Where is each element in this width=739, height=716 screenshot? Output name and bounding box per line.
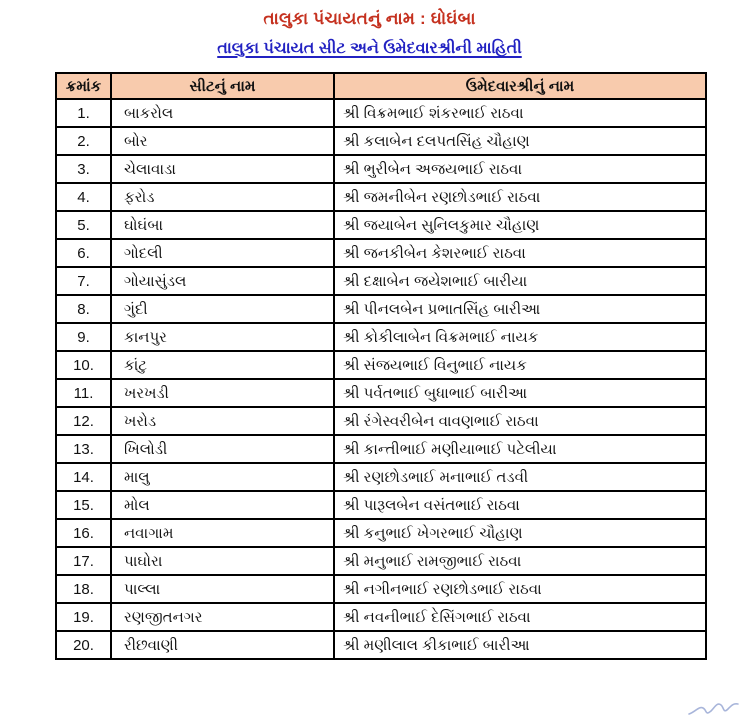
seat-name-cell: ખિલોડી [111, 435, 334, 463]
table-row [56, 183, 706, 211]
serial-cell: 16. [56, 519, 111, 547]
candidate-name-cell: શ્રી જનકીબેન કેશરભાઈ રાઠવા [334, 239, 706, 267]
candidate-name-cell: શ્રી મનુભાઈ રામજીભાઈ રાઠવા [334, 547, 706, 575]
serial-cell: 20. [56, 631, 111, 659]
candidate-name-cell: શ્રી નવનીભાઈ દેસિંગભાઈ રાઠવા [334, 603, 706, 631]
signature-scribble-icon [687, 698, 739, 716]
table-row [56, 463, 706, 491]
seat-name-cell: માલુ [111, 463, 334, 491]
seat-name-cell: ગોદલી [111, 239, 334, 267]
table-row [56, 519, 706, 547]
serial-cell: 4. [56, 183, 111, 211]
table-row [56, 351, 706, 379]
serial-cell: 2. [56, 127, 111, 155]
serial-cell: 7. [56, 267, 111, 295]
table-row [56, 295, 706, 323]
table-row [56, 547, 706, 575]
serial-cell: 9. [56, 323, 111, 351]
seat-name-cell: કાંટુ [111, 351, 334, 379]
candidate-name-cell: શ્રી સંજયભાઈ વિનુભાઈ નાયક [334, 351, 706, 379]
serial-cell: 13. [56, 435, 111, 463]
seat-name-cell: ચેલાવાડા [111, 155, 334, 183]
candidate-name-cell: શ્રી જયાબેન સુનિલકુમાર ચૌહાણ [334, 211, 706, 239]
serial-cell: 6. [56, 239, 111, 267]
candidate-name-cell: શ્રી પીનલબેન પ્રભાતસિંહ બારીઆ [334, 295, 706, 323]
seat-name-cell: ફરોડ [111, 183, 334, 211]
table-row [56, 323, 706, 351]
serial-cell: 11. [56, 379, 111, 407]
seat-name-cell: નવાગામ [111, 519, 334, 547]
header-candidate-name: ઉમેદવારશ્રીનું નામ [334, 73, 706, 99]
serial-cell: 19. [56, 603, 111, 631]
seat-name-cell: મોલ [111, 491, 334, 519]
candidate-name-cell: શ્રી કનુભાઈ ખેગરભાઈ ચૌહાણ [334, 519, 706, 547]
seat-name-cell: પાલ્લા [111, 575, 334, 603]
candidate-name-cell: શ્રી મણીલાલ કીકાભાઈ બારીઆ [334, 631, 706, 659]
serial-cell: 12. [56, 407, 111, 435]
header-seat-name: સીટનું નામ [111, 73, 334, 99]
table-row [56, 239, 706, 267]
table-row [56, 575, 706, 603]
table-row [56, 435, 706, 463]
seat-name-cell: ખરખડી [111, 379, 334, 407]
candidate-table-header [56, 73, 706, 99]
candidate-name-cell: શ્રી કોકીલાબેન વિક્રમભાઈ નાયક [334, 323, 706, 351]
page-title: તાલુકા પંચાયતનું નામ : ઘોઘંબા [263, 9, 476, 28]
candidate-name-cell: શ્રી દક્ષાબેન જયેશભાઈ બારીયા [334, 267, 706, 295]
seat-name-cell: પાઘોરા [111, 547, 334, 575]
candidate-name-cell: શ્રી નગીનભાઈ રણછોડભાઈ રાઠવા [334, 575, 706, 603]
candidate-name-cell: શ્રી રણછોડભાઈ મનાભાઈ તડવી [334, 463, 706, 491]
table-row [56, 407, 706, 435]
candidate-name-cell: શ્રી પર્વતભાઈ બુધાભાઈ બારીઆ [334, 379, 706, 407]
seat-name-cell: ઘોઘંબા [111, 211, 334, 239]
table-row [56, 631, 706, 659]
table-row [56, 211, 706, 239]
seat-name-cell: રણજીતનગર [111, 603, 334, 631]
candidate-name-cell: શ્રી જમનીબેન રણછોડભાઈ રાઠવા [334, 183, 706, 211]
candidate-name-cell: શ્રી ભુરીબેન અજયભાઈ રાઠવા [334, 155, 706, 183]
header-row [56, 73, 706, 99]
seat-name-cell: ગોયાસુંડલ [111, 267, 334, 295]
candidate-name-cell: શ્રી પારૂલબેન વસંતભાઈ રાઠવા [334, 491, 706, 519]
serial-cell: 1. [56, 99, 111, 127]
table-row [56, 99, 706, 127]
seat-name-cell: રીછવાણી [111, 631, 334, 659]
candidate-table [55, 72, 707, 660]
serial-cell: 17. [56, 547, 111, 575]
table-row [56, 267, 706, 295]
seat-name-cell: કાનપુર [111, 323, 334, 351]
candidate-table-body [56, 99, 706, 659]
candidate-name-cell: શ્રી વિક્રમભાઈ શંકરભાઈ રાઠવા [334, 99, 706, 127]
serial-cell: 5. [56, 211, 111, 239]
serial-cell: 14. [56, 463, 111, 491]
table-row [56, 603, 706, 631]
table-row [56, 379, 706, 407]
seat-name-cell: બાકરોલ [111, 99, 334, 127]
table-row [56, 127, 706, 155]
page-subtitle: તાલુકા પંચાયત સીટ અને ઉમેદવારશ્રીની માહિતી [217, 40, 522, 57]
serial-cell: 10. [56, 351, 111, 379]
table-row [56, 155, 706, 183]
serial-cell: 8. [56, 295, 111, 323]
header-serial: ક્રમાંક [56, 73, 111, 99]
table-row [56, 491, 706, 519]
candidate-name-cell: શ્રી રંગેસ્વરીબેન વાવણભાઈ રાઠવા [334, 407, 706, 435]
seat-name-cell: ખરોડ [111, 407, 334, 435]
candidate-name-cell: શ્રી કાન્તીભાઈ મણીયાભાઈ પટેલીયા [334, 435, 706, 463]
seat-name-cell: બોર [111, 127, 334, 155]
serial-cell: 18. [56, 575, 111, 603]
serial-cell: 15. [56, 491, 111, 519]
serial-cell: 3. [56, 155, 111, 183]
seat-name-cell: ગુંદી [111, 295, 334, 323]
candidate-name-cell: શ્રી કલાબેન દલપતસિંહ ચૌહાણ [334, 127, 706, 155]
